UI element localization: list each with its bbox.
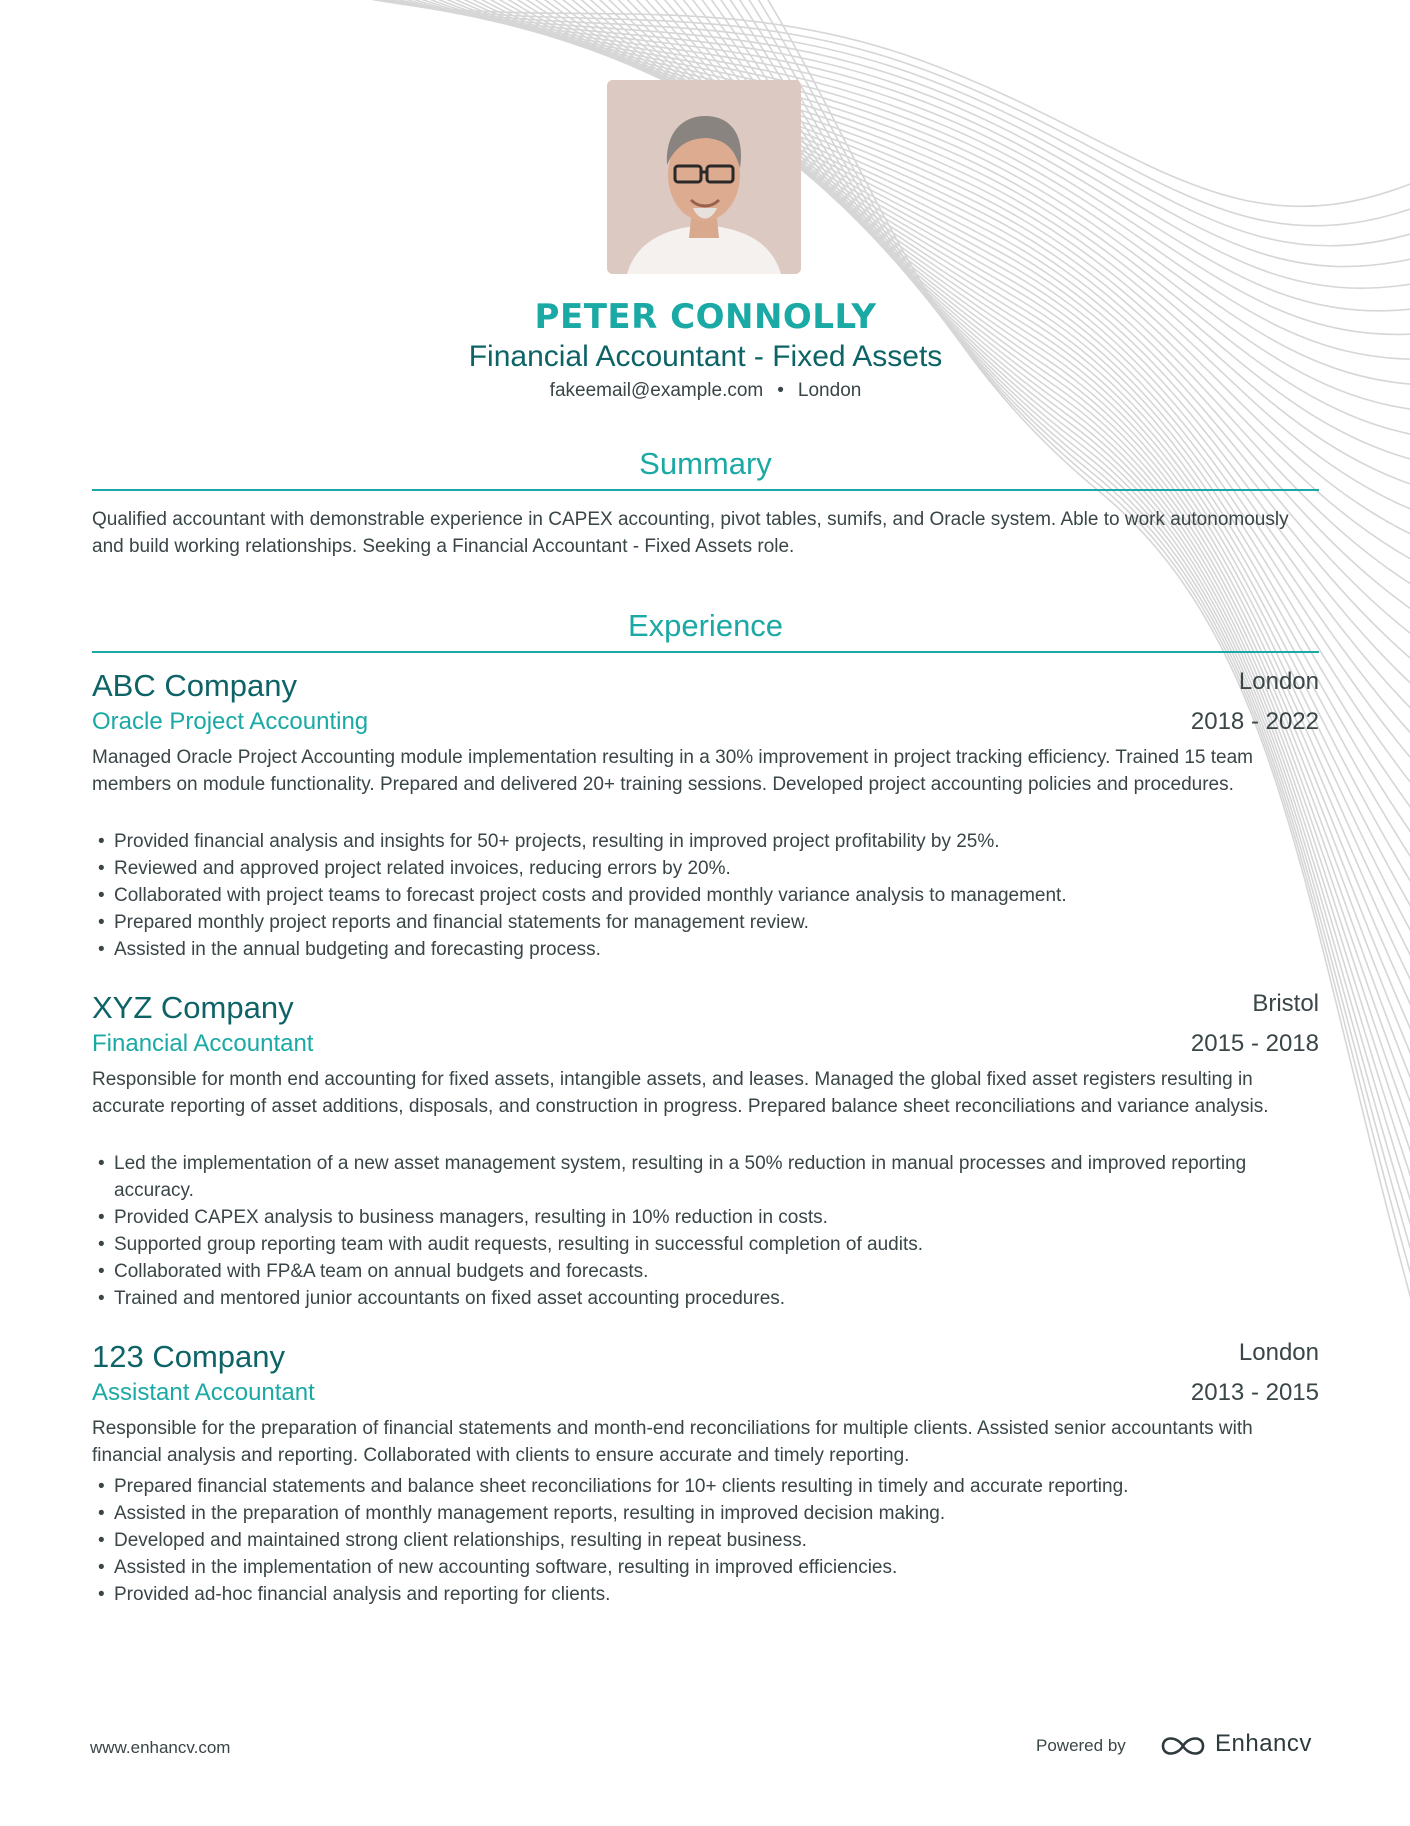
contact-line [92, 380, 1319, 402]
wave-line [445, 0, 1410, 487]
list-item: • Trained and mentored junior accountants on fixed asset accounting procedures. [98, 1288, 786, 1309]
job-title: Oracle Project Accounting [92, 708, 369, 735]
job-location: London [1238, 1339, 1319, 1366]
wave-line [714, 0, 1410, 1204]
job-dates: 2015 - 2018 [1190, 1030, 1319, 1057]
summary-text: Qualified accountant with demonstrable experience in CAPEX accounting, pivot tables, sumifs, and Oracle system. Able to work autonomously and build working relationships. Seeking a Financial Accountant - Fixed Assets role. [92, 509, 1289, 557]
list-item: • Assisted in the annual budgeting and forecasting process. [98, 939, 601, 960]
job-title: Financial Accountant [92, 1030, 314, 1057]
wave-line [349, 0, 1410, 246]
job-dates: 2018 - 2022 [1190, 708, 1319, 735]
experience-heading: Experience [627, 608, 784, 643]
experience-divider [92, 651, 1319, 653]
wave-line [695, 0, 1410, 1153]
enhancv-wordmark[interactable]: Enhancv [1215, 1730, 1312, 1757]
wave-line [340, 0, 1410, 226]
job-description: Managed Oracle Project Accounting module implementation resulting in a 30% improvement in project tracking efficiency. Trained 15 team members on module functionality. Prepared and delivered 20+ training sessions. Developed project accounting policies and procedures. [92, 747, 1254, 795]
list-item: • Developed and maintained strong client relationships, resulting in repeat business. [98, 1530, 807, 1551]
wave-line [368, 0, 1410, 288]
email-text: fakeemail@example.com [549, 380, 764, 401]
list-item: • Prepared financial statements and balance sheet reconciliations for 10+ clients resulting in timely and accurate reporting. [98, 1476, 1129, 1497]
wave-line [330, 0, 1410, 206]
job-bullet-list [92, 1150, 1319, 1312]
candidate-name: PETER CONNOLLY [534, 297, 877, 337]
summary-divider [92, 489, 1319, 491]
job-company: XYZ Company [92, 990, 294, 1025]
job-company: ABC Company [92, 668, 298, 703]
separator-dot: • [777, 380, 784, 401]
job-location: Bristol [1252, 990, 1319, 1017]
list-item: • Assisted in the implementation of new accounting software, resulting in improved efficiencies. [98, 1557, 898, 1578]
wave-line [359, 0, 1410, 267]
job-location: London [1238, 668, 1319, 695]
list-item: • Provided financial analysis and insights for 50+ projects, resulting in improved project profitability by 25%. [98, 831, 1000, 852]
job-title: Assistant Accountant [92, 1379, 315, 1406]
list-item: • Reviewed and approved project related invoices, reducing errors by 20%. [98, 858, 731, 879]
list-item: • Collaborated with project teams to forecast project costs and provided monthly variance analysis to management. [98, 885, 1067, 906]
job-dates: 2013 - 2015 [1190, 1379, 1319, 1406]
wave-line [388, 0, 1410, 334]
job-description: Responsible for month end accounting for fixed assets, intangible assets, and leases. Managed the global fixed asset registers resulting in accurate reporting of asset additions, disposals, and construction in progress. Prepared balance sheet reconciliations and variance analysis. [92, 1069, 1269, 1117]
profile-photo [607, 80, 801, 274]
powered-by-label: Powered by [1036, 1736, 1126, 1755]
location-text: London [797, 380, 862, 401]
list-item: • Provided ad-hoc financial analysis and reporting for clients. [98, 1584, 611, 1605]
candidate-role: Financial Accountant - Fixed Assets [468, 340, 943, 373]
footer-website-link[interactable]: www.enhancv.com [90, 1738, 231, 1757]
wave-line [455, 0, 1410, 513]
list-item: • Collaborated with FP&A team on annual budgets and forecasts. [98, 1261, 649, 1282]
portrait-icon [607, 80, 801, 274]
list-item: • Supported group reporting team with audit requests, resulting in successful completion of audits. [98, 1234, 924, 1255]
job-bullet-list [92, 828, 1319, 963]
job-bullet-list [92, 1473, 1319, 1608]
wave-line [378, 0, 1410, 311]
job-company: 123 Company [92, 1339, 286, 1374]
list-item: • Provided CAPEX analysis to business managers, resulting in 10% reduction in costs. [98, 1207, 828, 1228]
list-item: • Assisted in the preparation of monthly management reports, resulting in improved decision making. [98, 1503, 946, 1524]
list-item: • Prepared monthly project reports and financial statements for management review. [98, 912, 809, 933]
job-description: Responsible for the preparation of financial statements and month-end reconciliations for multiple clients. Assisted senior accountants with financial analysis and reporting. Collaborated with clients to ensure accurate and timely reporting. [92, 1418, 1253, 1466]
summary-heading: Summary [639, 446, 772, 481]
wave-line [762, 0, 1410, 1332]
list-item: • Led the implementation of a new asset management system, resulting in a 50% reduction in manual processes and improved reporting accuracy. [98, 1153, 1247, 1201]
